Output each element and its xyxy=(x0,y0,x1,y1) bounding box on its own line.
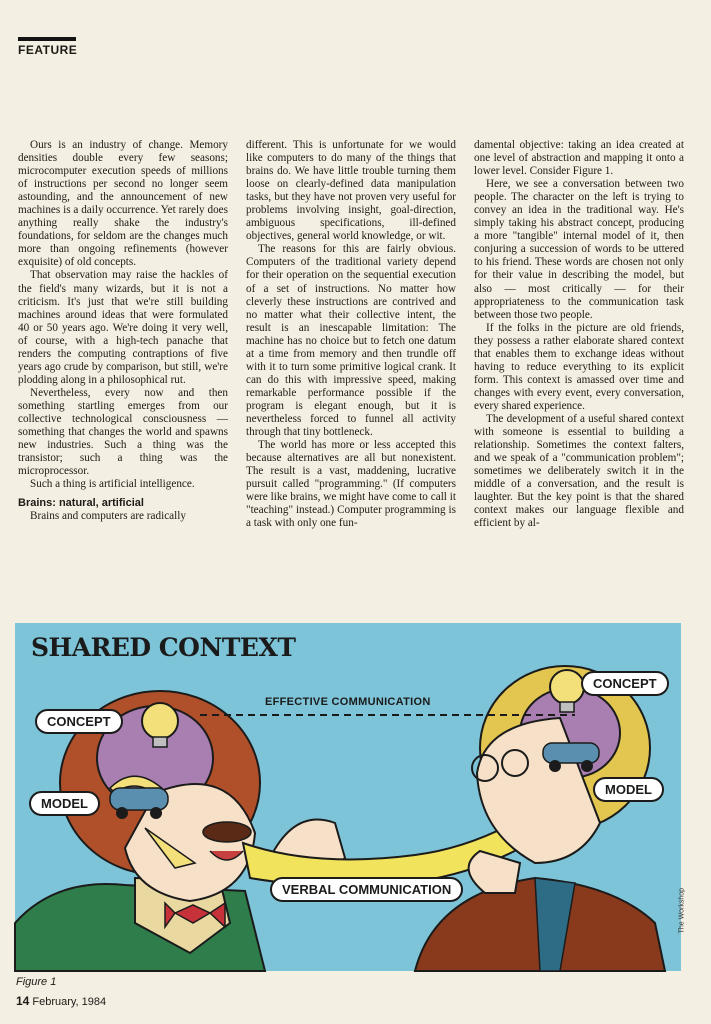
paragraph: The world has more or less accepted this because alternatives are all but nonexistent. The result is a vast, maddening, lucrative pursuit called "programming." (If computers were like brains, we might have come to call it "teaching" instead.) Computer programming is a task with only one fun- xyxy=(246,439,456,530)
paragraph: damental objective: taking an idea created at one level of abstraction and mapping it onto a lower level. Consider Figure 1. xyxy=(474,139,684,178)
paragraph: If the folks in the picture are old friends, they possess a rather elaborate shared context that enables them to exchange ideas without having to reduce everything to its explicit form. This context is amassed over time and changes with every event, every conversation, every shared experience. xyxy=(474,321,684,412)
illustration-credit: The Workshop xyxy=(678,888,685,934)
cartoon-artwork xyxy=(15,623,681,971)
paragraph: Here, we see a conversation between two people. The character on the left is trying to convey an idea in the traditional way. He's simply taking his abstract concept, producing a more "tangible" internal model of it, then conjuring a succession of words to be uttered to his friend. These words are chosen not only for their value in describing the model, but also — most critically — for their appropriateness to the communication task between those two people. xyxy=(474,178,684,321)
page-folio xyxy=(16,994,106,1008)
right-person-illustration xyxy=(415,666,665,971)
paragraph: The development of a useful shared context with someone is essential to building a relationship. Sometimes the context falters, and we speak of a "communication problem"; sometimes we deliberately switch it in the middle of a conversation, and the result is laughter. But the key point is that the shared context makes our language flexible and efficient by al- xyxy=(474,412,684,530)
section-rule xyxy=(18,37,76,41)
paragraph: different. This is unfortunate for we would like computers to do many of the things that brains do. We have little trouble turning them loose on clearly-defined data manipulation tasks, but they have not proven very useful for problems involving insight, goal-direction, ambiguous specifications, ill-defined objectives, general world knowledge, or wit. xyxy=(246,139,456,243)
effective-communication-label: EFFECTIVE COMMUNICATION xyxy=(265,696,431,708)
page-number: 14 xyxy=(16,994,30,1008)
verbal-communication-label: VERBAL COMMUNICATION xyxy=(270,877,463,902)
text-column-1 xyxy=(18,139,228,523)
paragraph: Such a thing is artificial intelligence. xyxy=(30,478,195,491)
section-label: FEATURE xyxy=(18,43,78,57)
issue-date: February, 1984 xyxy=(32,996,107,1008)
model-right-label: MODEL xyxy=(593,777,664,802)
paragraph: Nevertheless, every now and then something startling emerges from our collective technological consciousness — something that changes the world and spawns new industries. Such a thing was the transistor; such a thing was the microprocessor. xyxy=(18,386,228,478)
text-column-2 xyxy=(246,139,456,530)
subheading: Brains: natural, artificial xyxy=(18,497,144,510)
figure-illustration xyxy=(15,623,685,971)
paragraph: Brains and computers are radically xyxy=(30,510,186,523)
concept-right-label: CONCEPT xyxy=(581,671,669,696)
concept-left-label: CONCEPT xyxy=(35,709,123,734)
figure-caption: Figure 1 xyxy=(16,976,57,988)
text-column-3 xyxy=(474,139,684,530)
paragraph: Ours is an industry of change. Memory densities double every few seasons; microcomputer execution speeds of millions of instructions per second no longer seem astounding, and the announcement of new machines is a daily occurrence. Yet rarely does anything really shake the industry's foundations, for seldom are the changes much more than ongoing refinements (however exquisite) of old concepts. xyxy=(18,139,228,269)
paragraph: The reasons for this are fairly obvious. Computers of the traditional variety depend for their operation on the sequential execution of a set of instructions. No matter how cleverly these instructions are contrived and no matter what their collective intent, the result is an inescapable limitation: The machine has no choice but to fetch one datum at a time from memory and then trundle off with it to turn some primitive logical crank. It can do this with impressive speed, making remarkable performance possible if the program is elegant enough, but it is nevertheless forced to funnel all activity through that tiny bottleneck. xyxy=(246,243,456,439)
model-left-label: MODEL xyxy=(29,791,100,816)
paragraph: That observation may raise the hackles of the field's many wizards, but it is not a criticism. It's just that we're still building machines around ideas that were formulated 40 or 50 years ago. We're doing it very well, of course, with a high-tech panache that renders the computing contraptions of five years ago crude by comparison, but still, we're plodding along in a philosophical rut. xyxy=(18,269,228,386)
figure-title: SHARED CONTEXT xyxy=(31,633,296,662)
